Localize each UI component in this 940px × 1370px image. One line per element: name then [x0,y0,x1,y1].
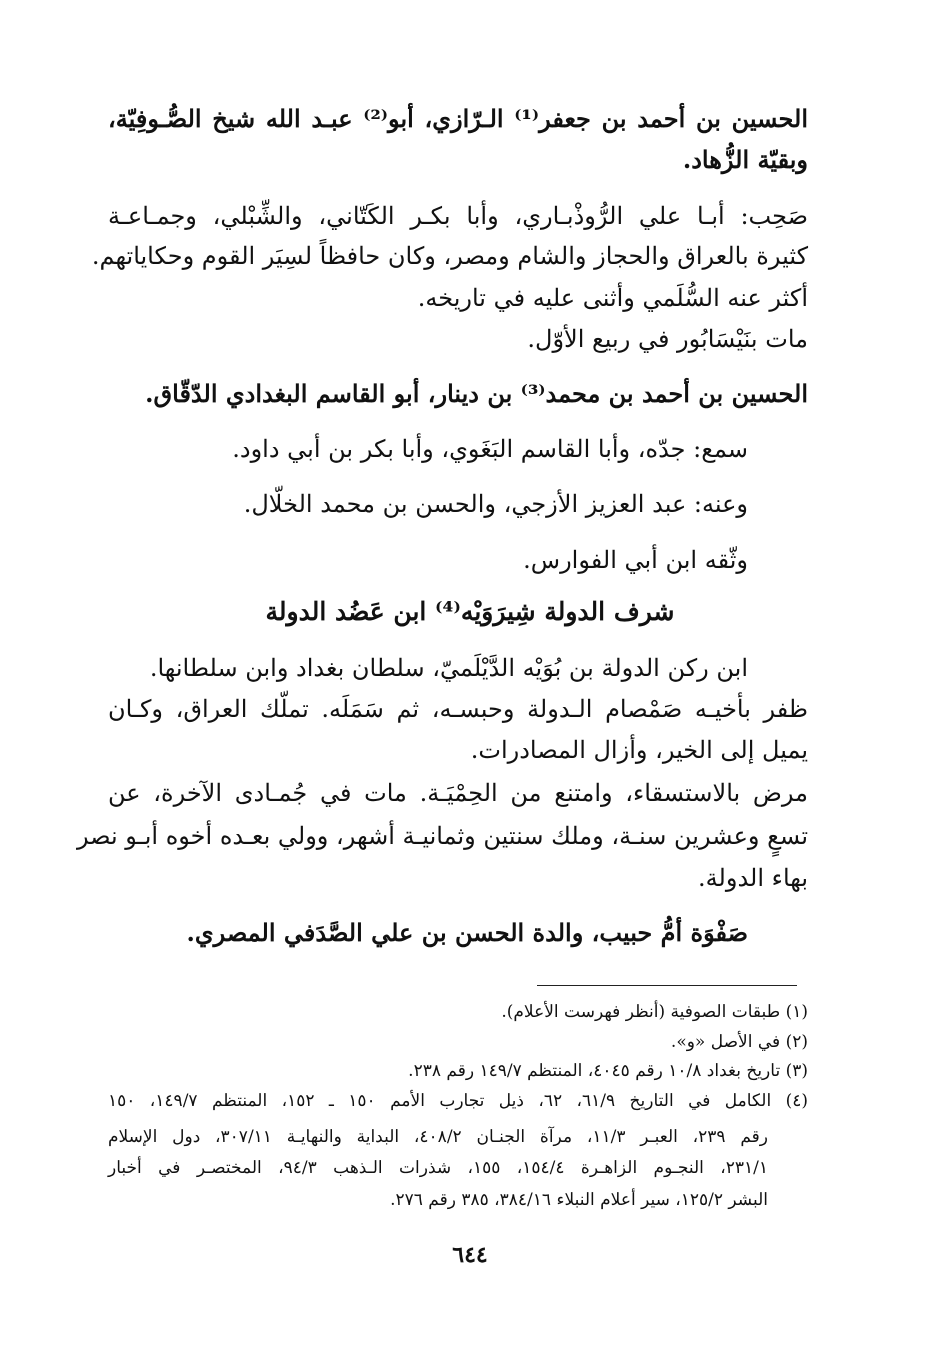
page-number: ٦٤٤ [452,1242,488,1268]
body-line: صَحِب: أبـا علي الرُّوذْبـاري، وأبا بكـر الكَتّاني، والشِّبْلي، وجمـاعـة [108,202,808,230]
entry-title-line: وبقيّة الزُّهاد. [682,145,808,174]
footnote: (٤) الكامل في التاريخ ٦١/٩، ٦٢، ذيل تجارب الأمم ١٥٠ ـ ١٥٢، المنتظم ١٤٩/٧، ١٥٠ [108,1091,809,1111]
body-line: كثيرة بالعراق والحجاز والشام ومصر، وكان حافظاً لسِيَر القوم وحكاياتهم. [91,242,808,270]
body-line: سمع: جدّه، وأبا القاسم البَغَوي، وأبا بكر بن أبي داود. [232,435,748,463]
footnote-divider [537,985,797,986]
body-line: وعنه: عبد العزيز الأزجي، والحسن بن محمد الخلّال. [243,490,748,518]
entry-title-line: الحسين بن أحمد بن محمد⁽³⁾ بن دينار، أبو القاسم البغدادي الدّقّاق. [145,379,808,408]
body-line: أكثر عنه السُّلَمي وأثنى عليه في تاريخه. [417,284,808,312]
body-line: مات بنَيْسَابُور في ربيع الأوّل. [527,325,808,353]
footnote-continuation: ٢٣١/١، النجـوم الزاهـرة ١٥٤/٤، ١٥٥، شذرات الـذهب ٩٤/٣، المختصـر في أخبار [108,1158,768,1178]
body-line: وثّقه ابن أبي الفوارس. [523,546,748,574]
body-line: تسعٍ وعشرين سنـة، وملك سنتين وثمانيـة أشهر، وولي بعـده أخوه أبـو نصر [76,822,808,850]
body-line: ابن ركن الدولة بن بُوَيْه الدَّيْلَميّ، سلطان بغداد وابن سلطانها. [149,654,748,682]
entry-heading: شرف الدولة شِيرَوَيْه⁽⁴⁾ ابن عَضُد الدولة [265,597,675,626]
body-line: مرض بالاستسقاء، وامتنع من الحِمْيَـة. مات في جُمـادى الآخرة، عن [108,779,808,807]
footnote: (٢) في الأصل «و». [670,1032,808,1052]
entry-title-line: صَفْوَة أمُّ حبيب، والدة الحسن بن علي الصَّدَفي المصري. [186,918,748,947]
body-line: يميل إلى الخير، وأزال المصادرات. [470,736,808,764]
footnote: (٣) تاريخ بغداد ١٠/٨ رقم ٤٠٤٥، المنتظم ١٤٩/٧ رقم ٢٣٨. [408,1061,808,1081]
entry-title-line: الحسين بن أحمد بن جعفر⁽¹⁾ الـرّازي، أبو⁽²⁾ عبـد الله شيخ الصُّـوفِيّة، [108,104,809,133]
footnote: (١) طبقات الصوفية (أنظر فهرست الأعلام). [501,1002,808,1022]
body-line: ظفر بأخيـه صَمْصام الـدولة وحبسـه، ثم سَمَلَه. تملّك العراق، وكـان [108,695,809,723]
body-line: بهاء الدولة. [698,864,808,892]
footnote-continuation: البشر ١٢٥/٢، سير أعلام النبلاء ٣٨٤/١٦، ٣٨٥ رقم ٢٧٦. [390,1190,768,1210]
footnote-continuation: رقم ٢٣٩، العبـر ١١/٣، مرآة الجنـان ٤٠٨/٢، البداية والنهايـة ٣٠٧/١١، دول الإسلام [108,1127,769,1147]
